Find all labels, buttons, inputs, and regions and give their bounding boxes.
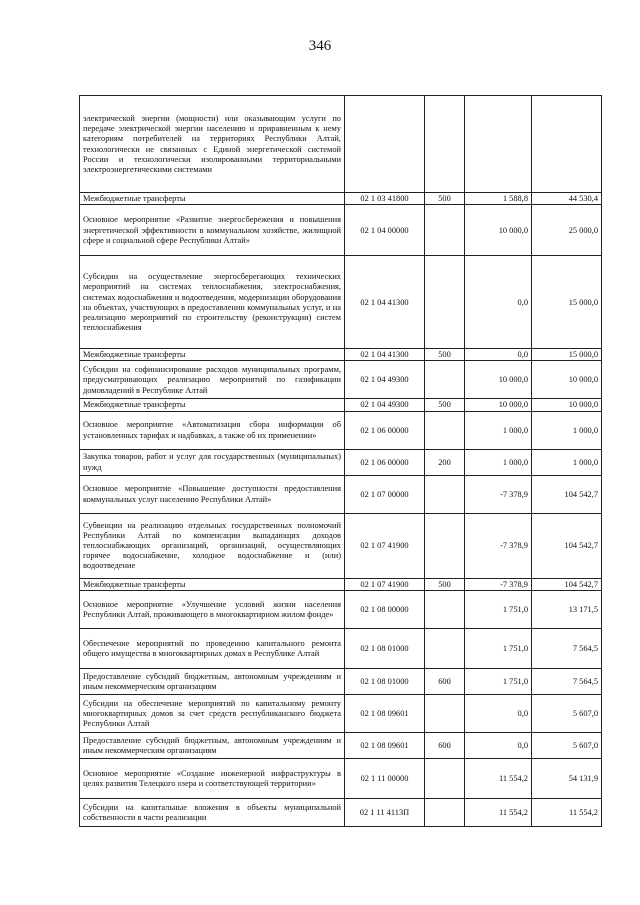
row-code: 02 1 07 41900	[345, 513, 425, 578]
row-code: 02 1 08 09601	[345, 694, 425, 732]
row-expense-type: 600	[425, 732, 465, 758]
row-description: Основное мероприятие «Создание инженерной инфраструктуры в целях развития Телецкого озера и соответствующей территории»	[80, 758, 345, 798]
row-code: 02 1 11 00000	[345, 758, 425, 798]
row-amount-change: -7 378,9	[465, 513, 532, 578]
row-description: Межбюджетные трансферты	[80, 349, 345, 361]
row-expense-type	[425, 798, 465, 826]
row-code: 02 1 07 41900	[345, 578, 425, 590]
row-amount-change: 11 554,2	[465, 758, 532, 798]
row-expense-type	[425, 411, 465, 449]
row-description: Основное мероприятие «Автоматизация сбора информации об установленных тарифах и надбавках, а также об их применении»	[80, 411, 345, 449]
row-expense-type: 500	[425, 578, 465, 590]
table-row	[80, 758, 602, 798]
row-amount-total: 15 000,0	[532, 349, 602, 361]
row-amount-change: 1 751,0	[465, 668, 532, 694]
row-amount-total: 7 564,5	[532, 668, 602, 694]
row-amount-change: 1 588,8	[465, 193, 532, 205]
row-expense-type	[425, 475, 465, 513]
row-code: 02 1 04 00000	[345, 205, 425, 256]
row-expense-type: 500	[425, 193, 465, 205]
row-expense-type	[425, 628, 465, 668]
row-description: Межбюджетные трансферты	[80, 578, 345, 590]
table-row	[80, 513, 602, 578]
row-amount-change: 0,0	[465, 349, 532, 361]
row-amount-total: 13 171,5	[532, 590, 602, 628]
row-code: 02 1 03 41800	[345, 193, 425, 205]
row-expense-type	[425, 205, 465, 256]
row-amount-total: 1 000,0	[532, 411, 602, 449]
row-amount-total: 5 607,0	[532, 694, 602, 732]
row-description: Обеспечение мероприятий по проведению капитального ремонта общего имущества в многоквартирных домах в Республике Алтай	[80, 628, 345, 668]
row-amount-total: 54 131,9	[532, 758, 602, 798]
row-amount-total: 7 564,5	[532, 628, 602, 668]
row-amount-change: 1 751,0	[465, 628, 532, 668]
row-description: Субсидии на капитальные вложения в объекты муниципальной собственности в части реализации	[80, 798, 345, 826]
row-code: 02 1 04 49300	[345, 399, 425, 411]
row-description: Субвенции на реализацию отдельных государственных полномочий Республики Алтай по компенсации выпадающих доходов теплоснабжающих организаций, организаций, осуществляющих горячее водоснабжение, холодное водоснабжение и (или) водоотведение	[80, 513, 345, 578]
table-row	[80, 349, 602, 361]
table-row	[80, 798, 602, 826]
row-amount-total: 44 530,4	[532, 193, 602, 205]
row-amount-total	[532, 96, 602, 193]
row-code: 02 1 08 01000	[345, 628, 425, 668]
table-row	[80, 590, 602, 628]
row-description: Предоставление субсидий бюджетным, автономным учреждениям и иным некоммерческим организациям	[80, 732, 345, 758]
row-code: 02 1 08 00000	[345, 590, 425, 628]
page-number: 346	[308, 38, 332, 54]
row-amount-change: 11 554,2	[465, 798, 532, 826]
row-amount-change: 10 000,0	[465, 361, 532, 399]
row-expense-type	[425, 758, 465, 798]
row-amount-change: 10 000,0	[465, 399, 532, 411]
row-amount-change: 10 000,0	[465, 205, 532, 256]
table-row	[80, 578, 602, 590]
row-description: Субсидии на осуществление энергосберегающих технических мероприятий на системах теплоснабжения, электроснабжения, системах водоснабжения и водоотведения, модернизации оборудования на объектах, участвующих в предоставлении коммунальных услуг, и на реализацию мероприятий по строительству (реконструкции) систем теплоснабжения	[80, 256, 345, 349]
row-amount-change: -7 378,9	[465, 578, 532, 590]
row-amount-total: 11 554,2	[532, 798, 602, 826]
row-expense-type: 500	[425, 349, 465, 361]
row-code: 02 1 08 09601	[345, 732, 425, 758]
table-row	[80, 399, 602, 411]
table-row	[80, 694, 602, 732]
row-amount-total: 10 000,0	[532, 361, 602, 399]
table-row	[80, 411, 602, 449]
table-row	[80, 628, 602, 668]
row-description: Межбюджетные трансферты	[80, 193, 345, 205]
row-expense-type	[425, 590, 465, 628]
row-description: Основное мероприятие «Развитие энергосбережения и повышения энергетической эффективности в коммунальном хозяйстве, жилищной сфере и социальной сфере Республики Алтай»	[80, 205, 345, 256]
row-code: 02 1 04 41300	[345, 256, 425, 349]
row-description: Предоставление субсидий бюджетным, автономным учреждениям и иным некоммерческим организациям	[80, 668, 345, 694]
row-amount-change: 0,0	[465, 732, 532, 758]
row-amount-change: -7 378,9	[465, 475, 532, 513]
table-row	[80, 256, 602, 349]
row-code: 02 1 04 49300	[345, 361, 425, 399]
row-amount-change: 1 000,0	[465, 411, 532, 449]
table-row	[80, 668, 602, 694]
row-amount-total: 104 542,7	[532, 513, 602, 578]
row-amount-change: 1 000,0	[465, 449, 532, 475]
table-row	[80, 205, 602, 256]
row-code: 02 1 08 01000	[345, 668, 425, 694]
row-expense-type	[425, 256, 465, 349]
row-amount-total: 25 000,0	[532, 205, 602, 256]
row-expense-type: 600	[425, 668, 465, 694]
budget-table-body	[80, 96, 602, 827]
budget-table	[79, 95, 602, 827]
table-row	[80, 361, 602, 399]
row-amount-total: 15 000,0	[532, 256, 602, 349]
table-row	[80, 449, 602, 475]
row-amount-total: 104 542,7	[532, 578, 602, 590]
row-description: Субсидии на обеспечение мероприятий по капитальному ремонту многоквартирных домов за счет средств республиканского бюджета Республики Алтай	[80, 694, 345, 732]
row-amount-total: 104 542,7	[532, 475, 602, 513]
row-amount-change: 0,0	[465, 694, 532, 732]
row-description: электрической энергии (мощности) или оказывающим услуги по передаче электрической энергии населению и приравненным к нему категориям потребителей на территориях Республики Алтай, технологически не связанных с Единой энергетической системой России и технологически изолированными территориальными электроэнергетическими системами	[80, 96, 345, 193]
row-description: Закупка товаров, работ и услуг для государственных (муниципальных) нужд	[80, 449, 345, 475]
row-expense-type: 500	[425, 399, 465, 411]
table-row	[80, 732, 602, 758]
row-code: 02 1 06 00000	[345, 411, 425, 449]
row-amount-total: 10 000,0	[532, 399, 602, 411]
row-amount-total: 1 000,0	[532, 449, 602, 475]
row-expense-type	[425, 513, 465, 578]
table-row	[80, 96, 602, 193]
row-description: Основное мероприятие «Улучшение условий жизни населения Республики Алтай, проживающего в многоквартирном жилом фонде»	[80, 590, 345, 628]
row-expense-type	[425, 361, 465, 399]
row-amount-change: 0,0	[465, 256, 532, 349]
row-code: 02 1 11 4113П	[345, 798, 425, 826]
row-description: Субсидии на софинансирование расходов муниципальных программ, предусматривающих реализацию мероприятий по газификации домовладений в Республике Алтай	[80, 361, 345, 399]
row-expense-type	[425, 694, 465, 732]
table-row	[80, 193, 602, 205]
row-amount-change	[465, 96, 532, 193]
row-amount-change: 1 751,0	[465, 590, 532, 628]
row-expense-type	[425, 96, 465, 193]
row-description: Межбюджетные трансферты	[80, 399, 345, 411]
row-expense-type: 200	[425, 449, 465, 475]
table-row	[80, 475, 602, 513]
row-code: 02 1 06 00000	[345, 449, 425, 475]
row-amount-total: 5 607,0	[532, 732, 602, 758]
row-code: 02 1 07 00000	[345, 475, 425, 513]
row-description: Основное мероприятие «Повышение доступности предоставления коммунальных услуг населению Республики Алтай»	[80, 475, 345, 513]
row-code	[345, 96, 425, 193]
row-code: 02 1 04 41300	[345, 349, 425, 361]
